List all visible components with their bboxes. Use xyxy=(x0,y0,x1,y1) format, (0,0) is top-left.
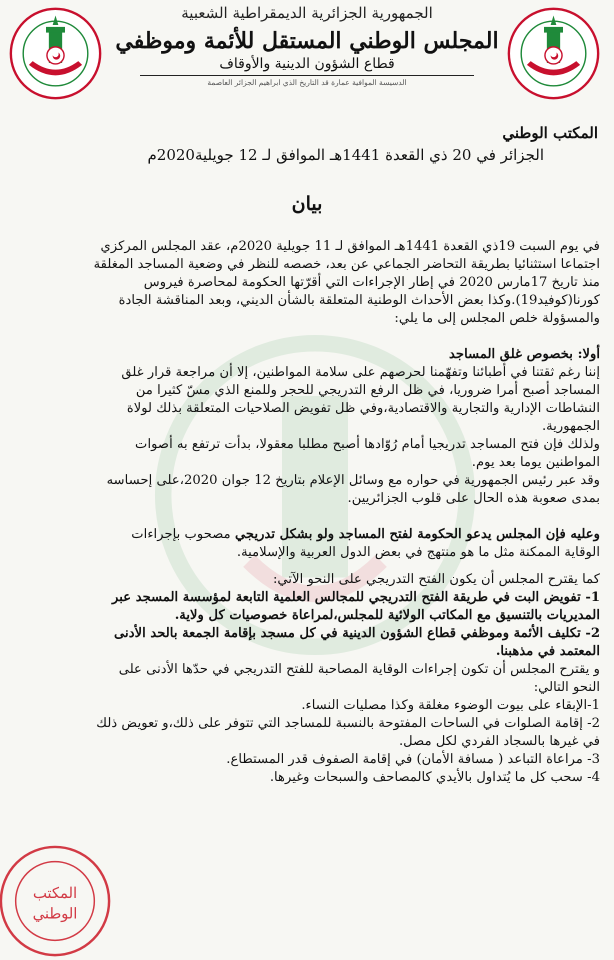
measure-item: 4- سحب كل ما يُتداول بالأيدي كالمصاحف والسبحات وغيرها. xyxy=(269,770,600,785)
section1-heading: أولا: بخصوص غلق المساجد xyxy=(449,347,600,362)
demand-paragraph xyxy=(14,526,600,544)
demand-rest: مصحوب بإجراءات xyxy=(131,527,235,542)
proposal-line: 2- تكليف الأئمة وموظفي قطاع الشؤون الدينية في كل مسجد بإقامة الجمعة بالحد الأدنى xyxy=(114,626,600,641)
national-bureau-label: المكتب الوطني xyxy=(502,124,598,142)
intro-line: منذ تاريخ 17مارس 2020 في إطار الإجراءات التي أقرّتها الحكومة لمحاصرة فيروس xyxy=(143,275,600,290)
republic-name: الجمهورية الجزائرية الديمقراطية الشعبية xyxy=(181,4,433,22)
proposal-line: المديريات بالتنسيق مع المكاتب الولائية للمجلس،لمراعاة خصوصيات كل ولاية. xyxy=(174,608,600,623)
section1-line: المساجد أصبح أمرا ضروريا، في ظل الرفع التدريجي للحجر وللمنع الذي مسّ كثيرا من xyxy=(135,383,600,398)
measures-intro-line: النحو التالي: xyxy=(533,680,600,695)
official-stamp xyxy=(0,842,114,960)
section1-line: الجمهورية. xyxy=(541,419,600,434)
section1-line: إننا رغم ثقتنا في أطبائنا وتفهّمنا لحرصهم على سلامة المواطنين، إلا أن مراجعة قرار غلق xyxy=(121,365,600,380)
sector-name: قطاع الشؤون الدينية والأوقاف xyxy=(219,56,395,72)
intro-line: في يوم السبت 19ذي القعدة 1441هـ الموافق لـ 11 جويلية 2020م، عقد المجلس المركزي xyxy=(100,239,600,254)
proposal-line: المعتمد في مذهبنا. xyxy=(495,644,600,659)
measures-intro-line: و يقترح المجلس أن تكون إجراءات الوقاية المصاحبة للفتح التدريجي في حدّها الأدنى على xyxy=(118,662,600,677)
document-title: بيان xyxy=(291,193,323,215)
section1-line: ولذلك فإن فتح المساجد تدريجيا أمام رُوّادها أصبح مطلبا معقولا، بدأت ترتفع به أصوات xyxy=(135,437,600,452)
letterhead xyxy=(110,4,504,87)
council-address: الدسيسة الموافية عمارة قد التاريخ الذي ابراهيم الجزائر العاصمة xyxy=(207,78,407,87)
document-date: الجزائر في 20 ذي القعدة 1441هـ الموافق لـ 12 جويلية2020م xyxy=(147,146,544,164)
intro-line: اجتماعا استثنائيا بطريقة التحاضر الجماعي عن بعد، خصصه للنظر في وضعية المساجد المغلقة xyxy=(93,257,600,272)
measure-item: في غيرها بالسجاد الفردي لكل مصل. xyxy=(398,734,600,749)
section1-line: النشاطات الإدارية والتجارية والاقتصادية،وفي ظل تفويض الصلاحيات المتعلقة بذلك لولاة xyxy=(126,401,600,416)
proposal-line: 1- تفويض البت في طريقة الفتح التدريجي للمجالس العلمية التابعة لمؤسسة المسجد عبر xyxy=(111,590,600,605)
stamp-line2: الوطني xyxy=(32,905,78,923)
demand-bold: وعليه فإن المجلس يدعو الحكومة لفتح المساجد ولو بشكل تدريجي xyxy=(234,527,600,542)
proposal-intro: كما يقترح المجلس أن يكون الفتح التدريجي على النحو الآتي: xyxy=(272,572,600,587)
section1-line: بمدى صعوبة هذه الحال على قلوب الجزائريين. xyxy=(347,491,600,506)
council-logo-right xyxy=(506,6,601,101)
council-name: المجلس الوطني المستقل للأئمة وموظفي xyxy=(115,28,499,54)
statement-body xyxy=(14,238,600,787)
section1-line: المواطنين يوما بعد يوم. xyxy=(471,455,600,470)
header-divider xyxy=(140,75,474,76)
measure-item: 2- إقامة الصلوات في الساحات المفتوحة بالنسبة للمساجد التي تتوفر على ذلك،و تعويض ذلك xyxy=(96,716,600,731)
section1-line: وقد عبر رئيس الجمهورية في حواره مع وسائل الإعلام بتاريخ 12 جوان 2020،على إحساسه xyxy=(106,473,600,488)
demand-line: الوقاية الممكنة مثل ما هو منتهج في بعض الدول العربية والإسلامية. xyxy=(236,545,600,560)
council-logo-left xyxy=(8,6,103,101)
intro-line: كورنا(كوفيد19).وكذا بعض الأحداث الوطنية المتعلقة بالشأن الديني، وبعد المناقشة الجادة xyxy=(118,293,600,308)
intro-line: والمسؤولة خلص المجلس إلى ما يلي: xyxy=(394,311,600,326)
measure-item: 1-الإبقاء على بيوت الوضوء مغلقة وكذا مصليات النساء. xyxy=(301,698,600,713)
measure-item: 3- مراعاة التباعد ( مسافة الأمان) في إقامة الصفوف قدر المستطاع. xyxy=(226,752,600,767)
stamp-line1: المكتب xyxy=(32,885,78,903)
